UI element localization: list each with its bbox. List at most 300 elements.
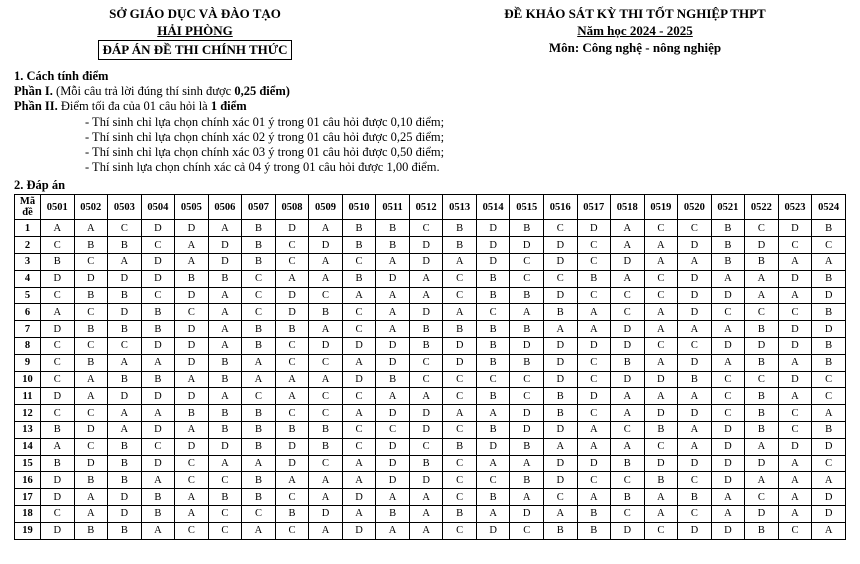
answer-cell: C (678, 338, 712, 355)
answer-cell: A (108, 421, 142, 438)
answer-cell: A (745, 472, 779, 489)
answer-cell: A (778, 489, 812, 506)
answer-cell: B (611, 489, 645, 506)
answer-cell: D (41, 522, 75, 539)
answer-cell: C (510, 522, 544, 539)
answer-cell: A (409, 505, 443, 522)
answer-cell: B (242, 489, 276, 506)
answer-cell: D (141, 220, 175, 237)
answer-cell: B (242, 254, 276, 271)
answer-cell: B (745, 522, 779, 539)
answer-cell: B (108, 237, 142, 254)
answer-cell: D (208, 254, 242, 271)
exam-code-header: 0511 (376, 195, 410, 220)
answer-cell: C (309, 287, 343, 304)
answer-cell: A (175, 371, 209, 388)
answer-cell: B (376, 220, 410, 237)
answer-cell: A (175, 489, 209, 506)
answer-cell: D (41, 270, 75, 287)
answer-cell: D (342, 489, 376, 506)
answer-cell: A (376, 388, 410, 405)
answer-cell: D (678, 354, 712, 371)
question-number: 13 (15, 421, 41, 438)
answer-cell: A (543, 438, 577, 455)
table-row (15, 472, 846, 489)
answer-cell: C (309, 354, 343, 371)
answer-cell: D (108, 270, 142, 287)
answer-cell: A (409, 522, 443, 539)
answer-cell: D (175, 338, 209, 355)
answer-cell: C (41, 237, 75, 254)
answer-cell: A (208, 388, 242, 405)
answer-cell: D (108, 388, 142, 405)
answer-cell: A (644, 505, 678, 522)
answer-cell: B (543, 405, 577, 422)
answer-cell: A (309, 220, 343, 237)
answer-cell: C (41, 338, 75, 355)
answer-cell: C (745, 489, 779, 506)
answer-cell: C (41, 405, 75, 422)
part1-label: Phần I. (14, 84, 53, 99)
answer-cell: C (778, 304, 812, 321)
answer-cell: C (577, 405, 611, 422)
table-row (15, 489, 846, 506)
answer-cell: D (611, 522, 645, 539)
answer-cell: B (476, 287, 510, 304)
answer-cell: A (208, 220, 242, 237)
answer-cell: C (577, 354, 611, 371)
answer-cell: D (611, 254, 645, 271)
answer-cell: C (543, 270, 577, 287)
answer-cell: A (778, 472, 812, 489)
answer-cell: D (577, 455, 611, 472)
answer-cell: C (812, 237, 846, 254)
exam-code-header: 0504 (141, 195, 175, 220)
answer-cell: D (376, 405, 410, 422)
answer-cell: A (644, 254, 678, 271)
answer-cell: B (510, 321, 544, 338)
answer-cell: A (577, 304, 611, 321)
scoring-bullets (85, 115, 860, 176)
answer-cell: C (812, 388, 846, 405)
answer-cell: C (309, 455, 343, 472)
answer-cell: C (409, 438, 443, 455)
answer-cell: D (208, 438, 242, 455)
answer-cell: D (74, 421, 108, 438)
answer-cell: C (74, 405, 108, 422)
answer-cell: A (376, 254, 410, 271)
answer-cell: B (376, 505, 410, 522)
answer-cell: D (812, 489, 846, 506)
answer-cell: C (476, 472, 510, 489)
table-header-row (15, 195, 846, 220)
answer-cell: B (309, 421, 343, 438)
answer-cell: C (778, 421, 812, 438)
answer-cell: C (74, 254, 108, 271)
table-row (15, 270, 846, 287)
answer-cell: B (175, 405, 209, 422)
scoring-title: 1. Cách tính điểm (14, 69, 109, 83)
answer-cell: C (611, 304, 645, 321)
answer-cell: A (208, 304, 242, 321)
answer-cell: C (309, 388, 343, 405)
answer-cell: A (778, 505, 812, 522)
answer-cell: D (577, 220, 611, 237)
answer-cell: C (409, 371, 443, 388)
answer-cell: A (275, 371, 309, 388)
answer-cell: B (510, 472, 544, 489)
answer-cell: C (577, 371, 611, 388)
answer-cell: C (74, 438, 108, 455)
answer-cell: B (745, 254, 779, 271)
answer-cell: D (678, 522, 712, 539)
answer-cell: B (812, 304, 846, 321)
question-number: 7 (15, 321, 41, 338)
answer-cell: D (510, 421, 544, 438)
answer-cell: B (108, 321, 142, 338)
answer-cell: B (74, 354, 108, 371)
answer-cell: A (644, 489, 678, 506)
answer-cell: B (543, 388, 577, 405)
table-row (15, 405, 846, 422)
answer-cell: A (745, 287, 779, 304)
answer-cell: D (678, 405, 712, 422)
answer-cell: D (141, 338, 175, 355)
answer-cell: C (577, 254, 611, 271)
answer-cell: B (242, 438, 276, 455)
answer-cell: C (342, 421, 376, 438)
answer-cell: D (275, 220, 309, 237)
answer-cell: D (342, 371, 376, 388)
answer-cell: C (242, 287, 276, 304)
exam-code-header: 0503 (108, 195, 142, 220)
answer-cell: D (644, 405, 678, 422)
answer-cell: D (443, 354, 477, 371)
answer-cell: D (108, 505, 142, 522)
answer-cell: A (409, 489, 443, 506)
answer-cell: D (745, 505, 779, 522)
answer-cell: A (611, 438, 645, 455)
answer-cell: D (611, 371, 645, 388)
part2-label: Phần II. (14, 99, 58, 114)
scoring-part2 (14, 99, 860, 114)
province-name: HẢI PHÒNG (157, 23, 233, 38)
answer-cell: D (175, 354, 209, 371)
answer-cell: A (74, 505, 108, 522)
answer-cell: B (208, 354, 242, 371)
answer-cell: C (108, 220, 142, 237)
exam-code-header: 0515 (510, 195, 544, 220)
answer-cell: C (443, 472, 477, 489)
answer-cell: A (141, 405, 175, 422)
answer-cell: C (812, 455, 846, 472)
answer-cell: D (510, 505, 544, 522)
answer-cell: B (443, 438, 477, 455)
answer-cell: D (409, 304, 443, 321)
question-number: 9 (15, 354, 41, 371)
answer-cell: A (443, 405, 477, 422)
answer-cell: B (510, 220, 544, 237)
answer-cell: C (443, 287, 477, 304)
answer-cell: D (309, 237, 343, 254)
answer-cell: B (141, 489, 175, 506)
table-row (15, 354, 846, 371)
answer-cell: C (476, 304, 510, 321)
answer-cell: C (208, 505, 242, 522)
answer-cell: B (74, 287, 108, 304)
answer-cell: C (611, 472, 645, 489)
answer-cell: B (443, 505, 477, 522)
exam-code-header: 0516 (543, 195, 577, 220)
answer-cell: C (745, 371, 779, 388)
answer-cell: C (510, 388, 544, 405)
answer-cell: B (476, 388, 510, 405)
answer-cell: A (342, 405, 376, 422)
answer-cell: B (644, 421, 678, 438)
answer-cell: D (543, 421, 577, 438)
answer-cell: C (275, 405, 309, 422)
answer-cell: C (242, 505, 276, 522)
answer-cell: D (141, 421, 175, 438)
answer-cell: C (342, 304, 376, 321)
answer-cell: D (476, 220, 510, 237)
answer-cell: B (41, 254, 75, 271)
scoring-bullet: - Thí sinh chỉ lựa chọn chính xác 01 ý trong 01 câu hỏi được 0,10 điểm; (85, 114, 445, 129)
answer-cell: B (510, 354, 544, 371)
question-number: 14 (15, 438, 41, 455)
table-row (15, 455, 846, 472)
answer-cell: A (644, 237, 678, 254)
answer-cell: B (409, 338, 443, 355)
question-number: 15 (15, 455, 41, 472)
answer-cell: D (41, 472, 75, 489)
answer-cell: A (611, 405, 645, 422)
answer-cell: C (41, 354, 75, 371)
answer-cell: B (208, 405, 242, 422)
answer-cell: B (141, 505, 175, 522)
part1-points: 0,25 điểm) (234, 84, 290, 99)
answer-cell: A (342, 472, 376, 489)
answer-cell: C (275, 338, 309, 355)
answer-cell: B (678, 371, 712, 388)
exam-code-header: 0519 (644, 195, 678, 220)
answer-cell: C (74, 338, 108, 355)
answer-cell: A (309, 371, 343, 388)
answer-cell: D (543, 371, 577, 388)
answer-cell: B (376, 237, 410, 254)
answer-cell: D (678, 270, 712, 287)
answer-cell: C (644, 220, 678, 237)
answer-cell: D (175, 321, 209, 338)
answer-cell: B (443, 321, 477, 338)
answer-cell: A (644, 304, 678, 321)
answer-cell: A (476, 455, 510, 472)
answer-cell: A (175, 254, 209, 271)
answer-cell: C (510, 371, 544, 388)
answer-cell: A (175, 237, 209, 254)
answer-cell: C (275, 237, 309, 254)
answer-cell: D (745, 338, 779, 355)
exam-code-header: 0508 (275, 195, 309, 220)
answer-cell: D (376, 270, 410, 287)
answer-cell: B (409, 321, 443, 338)
answer-cell: D (141, 388, 175, 405)
question-number: 19 (15, 522, 41, 539)
answer-cell: C (443, 522, 477, 539)
table-row (15, 304, 846, 321)
answer-cell: A (242, 354, 276, 371)
answer-cell: D (543, 338, 577, 355)
answer-cell: D (711, 287, 745, 304)
answer-cell: B (644, 472, 678, 489)
answer-cell: A (711, 489, 745, 506)
table-row (15, 338, 846, 355)
answer-cell: B (275, 421, 309, 438)
exam-code-corner-header: Mã đề (15, 195, 41, 220)
answer-cell: C (242, 388, 276, 405)
answer-cell: C (376, 421, 410, 438)
answer-cell: C (443, 421, 477, 438)
answer-cell: C (678, 472, 712, 489)
answer-cell: A (644, 388, 678, 405)
answer-cell: A (476, 405, 510, 422)
answer-cell: D (309, 505, 343, 522)
question-number: 3 (15, 254, 41, 271)
answer-cell: D (678, 287, 712, 304)
answer-cell: D (778, 321, 812, 338)
answer-cell: C (108, 338, 142, 355)
answer-cell: C (711, 388, 745, 405)
answer-cell: A (611, 237, 645, 254)
table-row (15, 388, 846, 405)
answer-cell: A (778, 388, 812, 405)
answer-cell: B (242, 405, 276, 422)
answer-cell: D (443, 338, 477, 355)
answer-cell: A (812, 522, 846, 539)
answer-cell: B (309, 438, 343, 455)
answer-cell: A (812, 472, 846, 489)
answer-cell: D (543, 455, 577, 472)
answer-cell: C (778, 237, 812, 254)
answer-cell: D (108, 304, 142, 321)
answer-cell: C (443, 270, 477, 287)
answer-cell: A (208, 321, 242, 338)
answer-cell: C (41, 371, 75, 388)
scoring-bullet: - Thí sinh chỉ lựa chọn chính xác 02 ý trong 01 câu hỏi được 0,25 điểm; (85, 129, 445, 144)
answer-cell: D (644, 371, 678, 388)
answer-key-table (14, 194, 846, 539)
answer-cell: A (74, 371, 108, 388)
exam-code-header: 0517 (577, 195, 611, 220)
answer-cell: C (275, 489, 309, 506)
exam-code-header: 0510 (342, 195, 376, 220)
answer-cell: D (175, 220, 209, 237)
answer-cell: D (543, 254, 577, 271)
answer-cell: B (745, 388, 779, 405)
answer-cell: D (74, 455, 108, 472)
answer-cell: B (376, 371, 410, 388)
answer-cell: A (409, 287, 443, 304)
exam-code-header: 0514 (476, 195, 510, 220)
answer-cell: C (577, 472, 611, 489)
answer-cell: C (175, 304, 209, 321)
answer-cell: C (409, 354, 443, 371)
exam-code-header: 0505 (175, 195, 209, 220)
answer-cell: D (476, 254, 510, 271)
exam-code-header: 0501 (41, 195, 75, 220)
answer-cell: A (577, 321, 611, 338)
answer-cell: D (175, 287, 209, 304)
answer-cell: A (175, 505, 209, 522)
table-row (15, 220, 846, 237)
answer-cell: B (510, 438, 544, 455)
table-row (15, 371, 846, 388)
answer-cell: C (141, 237, 175, 254)
answer-cell: C (543, 489, 577, 506)
answer-cell: C (342, 321, 376, 338)
issuing-department: SỞ GIÁO DỤC VÀ ĐÀO TẠO (109, 6, 281, 21)
scoring-bullet: - Thí sinh lựa chọn chính xác cả 04 ý trong 01 câu hỏi được 1,00 điểm. (85, 160, 440, 175)
answer-cell: C (611, 287, 645, 304)
answer-cell: A (41, 304, 75, 321)
answer-cell: A (141, 522, 175, 539)
answer-cell: D (275, 455, 309, 472)
answer-cell: B (812, 421, 846, 438)
answer-cell: C (443, 455, 477, 472)
answer-cell: B (275, 505, 309, 522)
answer-cell: A (309, 321, 343, 338)
answer-cell: A (510, 455, 544, 472)
answer-cell: C (812, 371, 846, 388)
answer-cell: B (108, 455, 142, 472)
answer-cell: B (510, 287, 544, 304)
answer-cell: D (711, 421, 745, 438)
answer-cell: D (108, 489, 142, 506)
answer-cell: B (342, 220, 376, 237)
answer-cell: D (644, 455, 678, 472)
answer-cell: D (812, 321, 846, 338)
answer-cell: D (745, 455, 779, 472)
answer-cell: A (376, 522, 410, 539)
answer-cell: B (745, 405, 779, 422)
answer-cell: D (376, 338, 410, 355)
answer-cell: B (745, 321, 779, 338)
table-body (15, 220, 846, 539)
answer-cell: D (778, 371, 812, 388)
answers-section-title: 2. Đáp án (14, 178, 66, 193)
answer-cell: B (41, 455, 75, 472)
answer-cell: A (711, 505, 745, 522)
answer-cell: D (476, 237, 510, 254)
answer-cell: B (242, 421, 276, 438)
table-row (15, 505, 846, 522)
answer-cell: B (543, 522, 577, 539)
answer-cell: B (208, 489, 242, 506)
answer-cell: A (141, 354, 175, 371)
answer-cell: D (812, 287, 846, 304)
answer-cell: C (611, 421, 645, 438)
answer-cell: D (543, 472, 577, 489)
answer-cell: A (108, 354, 142, 371)
answer-cell: D (275, 304, 309, 321)
answer-cell: B (476, 338, 510, 355)
answer-cell: B (342, 237, 376, 254)
table-row (15, 421, 846, 438)
subject-name: Môn: Công nghệ - nông nghiệp (548, 40, 722, 55)
answer-cell: D (711, 438, 745, 455)
answer-cell: D (678, 304, 712, 321)
answer-cell: C (141, 438, 175, 455)
